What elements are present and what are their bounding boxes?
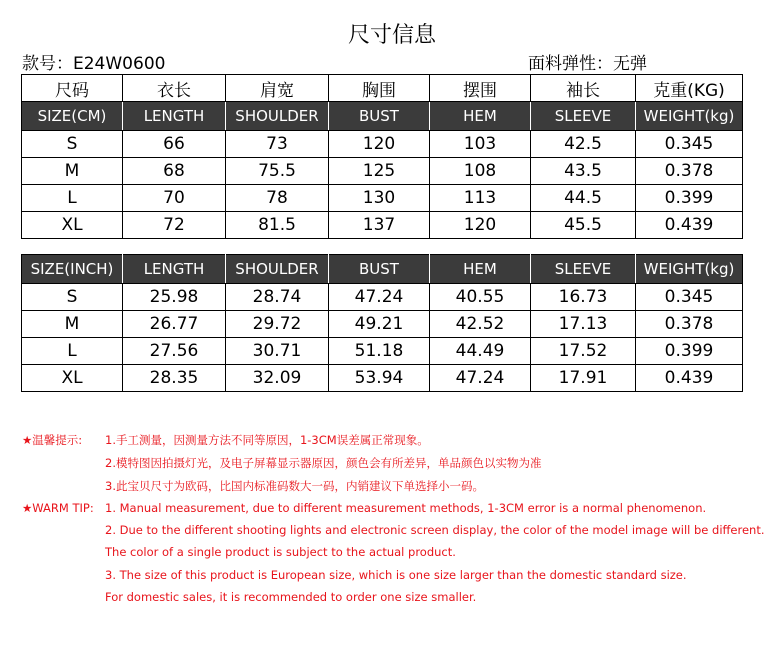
table-row-cell: 0.439 bbox=[636, 365, 743, 392]
table-row-cell: 0.399 bbox=[636, 185, 743, 212]
table-row-cell: S bbox=[22, 284, 123, 311]
table-row-cell: 103 bbox=[430, 131, 531, 158]
table-header-row-cell: HEM bbox=[430, 102, 531, 131]
table-header-row-cell: SLEEVE bbox=[531, 255, 636, 284]
table-row-cell: 0.439 bbox=[636, 212, 743, 239]
table-row-cell: M bbox=[22, 158, 123, 185]
table-row-cell: 81.5 bbox=[226, 212, 329, 239]
table-header-row-cell: WEIGHT(kg) bbox=[636, 102, 743, 131]
table-row-cell: 66 bbox=[123, 131, 226, 158]
table-header-row-cell: HEM bbox=[430, 255, 531, 284]
table-row-cell: 26.77 bbox=[123, 311, 226, 338]
table-header-row-cell: SIZE(CM) bbox=[22, 102, 123, 131]
tip-en-line-1: 1. Manual measurement, due to different measurement methods, 1-3CM error is a normal phenomenon. bbox=[105, 501, 707, 515]
table-row-cell: 42.52 bbox=[430, 311, 531, 338]
table-row-cell: 47.24 bbox=[430, 365, 531, 392]
table-header-row bbox=[22, 102, 743, 131]
table-header-row-cell: LENGTH bbox=[123, 102, 226, 131]
size-table-inch bbox=[21, 254, 743, 392]
table-row-cell: 27.56 bbox=[123, 338, 226, 365]
table-header-row bbox=[22, 255, 743, 284]
table-header-row-cell: SIZE(INCH) bbox=[22, 255, 123, 284]
table-row-cell: XL bbox=[22, 365, 123, 392]
table-row-cell: 75.5 bbox=[226, 158, 329, 185]
table-row bbox=[22, 311, 743, 338]
table-row-cell: 130 bbox=[329, 185, 430, 212]
table-header-row-cell: SHOULDER bbox=[226, 102, 329, 131]
table-cn-header-row bbox=[22, 75, 743, 102]
table-row-cell: 73 bbox=[226, 131, 329, 158]
table-row-cell: 108 bbox=[430, 158, 531, 185]
table-row-cell: 47.24 bbox=[329, 284, 430, 311]
tip-cn-line-1: 1.手工测量，因测量方法不同等原因，1-3CM误差属正常现象。 bbox=[105, 433, 429, 447]
table-row-cell: 78 bbox=[226, 185, 329, 212]
tip-cn-line-3: 3.此宝贝尺寸为欧码，比国内标准码数大一码，内销建议下单选择小一码。 bbox=[105, 479, 484, 493]
tip-en-line-3: The color of a single product is subject to the actual product. bbox=[105, 545, 456, 559]
table-row-cell: 44.49 bbox=[430, 338, 531, 365]
tip-en-line-2: 2. Due to the different shooting lights and electronic screen display, the color of the model image will be different. bbox=[105, 523, 765, 537]
table-row-cell: 0.345 bbox=[636, 131, 743, 158]
table-cn-header-row-cell: 衣长 bbox=[123, 75, 226, 102]
tip-en-line-4: 3. The size of this product is European size, which is one size larger than the domestic standard size. bbox=[105, 568, 687, 582]
table-row-cell: S bbox=[22, 131, 123, 158]
table-row-cell: 28.74 bbox=[226, 284, 329, 311]
table-row-cell: 29.72 bbox=[226, 311, 329, 338]
table-row bbox=[22, 212, 743, 239]
table-row-cell: 25.98 bbox=[123, 284, 226, 311]
table-row bbox=[22, 284, 743, 311]
table-row-cell: M bbox=[22, 311, 123, 338]
table-cn-header-row-cell: 摆围 bbox=[430, 75, 531, 102]
table-cn-header-row-cell: 尺码 bbox=[22, 75, 123, 102]
table-row-cell: 44.5 bbox=[531, 185, 636, 212]
table-row-cell: 68 bbox=[123, 158, 226, 185]
table-row bbox=[22, 158, 743, 185]
table-row-cell: 0.399 bbox=[636, 338, 743, 365]
tips-en-label: ★WARM TIP: bbox=[22, 501, 94, 515]
table-row-cell: 51.18 bbox=[329, 338, 430, 365]
tip-en-line-5: For domestic sales, it is recommended to order one size smaller. bbox=[105, 590, 477, 604]
table-header-row-cell: SHOULDER bbox=[226, 255, 329, 284]
table-row-cell: 30.71 bbox=[226, 338, 329, 365]
table-row-cell: 17.91 bbox=[531, 365, 636, 392]
table-cn-header-row-cell: 肩宽 bbox=[226, 75, 329, 102]
table-row-cell: 49.21 bbox=[329, 311, 430, 338]
table-row-cell: 0.378 bbox=[636, 311, 743, 338]
tip-cn-line-2: 2.模特图因拍摄灯光，及电子屏幕显示器原因，颜色会有所差异，单品颜色以实物为准 bbox=[105, 456, 542, 470]
table-row-cell: 70 bbox=[123, 185, 226, 212]
table-header-row-cell: LENGTH bbox=[123, 255, 226, 284]
page-title: 尺寸信息 bbox=[347, 23, 436, 48]
table-row bbox=[22, 338, 743, 365]
table-row bbox=[22, 365, 743, 392]
tips-cn-label: ★温馨提示: bbox=[22, 433, 83, 447]
table-row-cell: 28.35 bbox=[123, 365, 226, 392]
table-row-cell: 53.94 bbox=[329, 365, 430, 392]
table-row-cell: 40.55 bbox=[430, 284, 531, 311]
table-row-cell: 120 bbox=[430, 212, 531, 239]
table-row-cell: 125 bbox=[329, 158, 430, 185]
size-table-cm bbox=[21, 74, 743, 239]
table-row-cell: L bbox=[22, 338, 123, 365]
table-row-cell: XL bbox=[22, 212, 123, 239]
table-row-cell: 113 bbox=[430, 185, 531, 212]
table-row-cell: 16.73 bbox=[531, 284, 636, 311]
table-cn-header-row-cell: 胸围 bbox=[329, 75, 430, 102]
table-header-row-cell: WEIGHT(kg) bbox=[636, 255, 743, 284]
table-row bbox=[22, 131, 743, 158]
fabric-elasticity: 面料弹性：无弹 bbox=[528, 54, 647, 74]
table-row-cell: 17.13 bbox=[531, 311, 636, 338]
style-number: 款号：E24W0600 bbox=[22, 54, 166, 74]
table-row-cell: 42.5 bbox=[531, 131, 636, 158]
table-row-cell: 17.52 bbox=[531, 338, 636, 365]
table-row-cell: 137 bbox=[329, 212, 430, 239]
table-cn-header-row-cell: 克重(KG) bbox=[636, 75, 743, 102]
table-row-cell: 32.09 bbox=[226, 365, 329, 392]
table-row-cell: 45.5 bbox=[531, 212, 636, 239]
table-row-cell: 120 bbox=[329, 131, 430, 158]
table-row bbox=[22, 185, 743, 212]
table-header-row-cell: BUST bbox=[329, 255, 430, 284]
table-row-cell: L bbox=[22, 185, 123, 212]
table-cn-header-row-cell: 袖长 bbox=[531, 75, 636, 102]
table-row-cell: 43.5 bbox=[531, 158, 636, 185]
table-header-row-cell: SLEEVE bbox=[531, 102, 636, 131]
table-row-cell: 0.378 bbox=[636, 158, 743, 185]
table-header-row-cell: BUST bbox=[329, 102, 430, 131]
table-row-cell: 72 bbox=[123, 212, 226, 239]
table-row-cell: 0.345 bbox=[636, 284, 743, 311]
